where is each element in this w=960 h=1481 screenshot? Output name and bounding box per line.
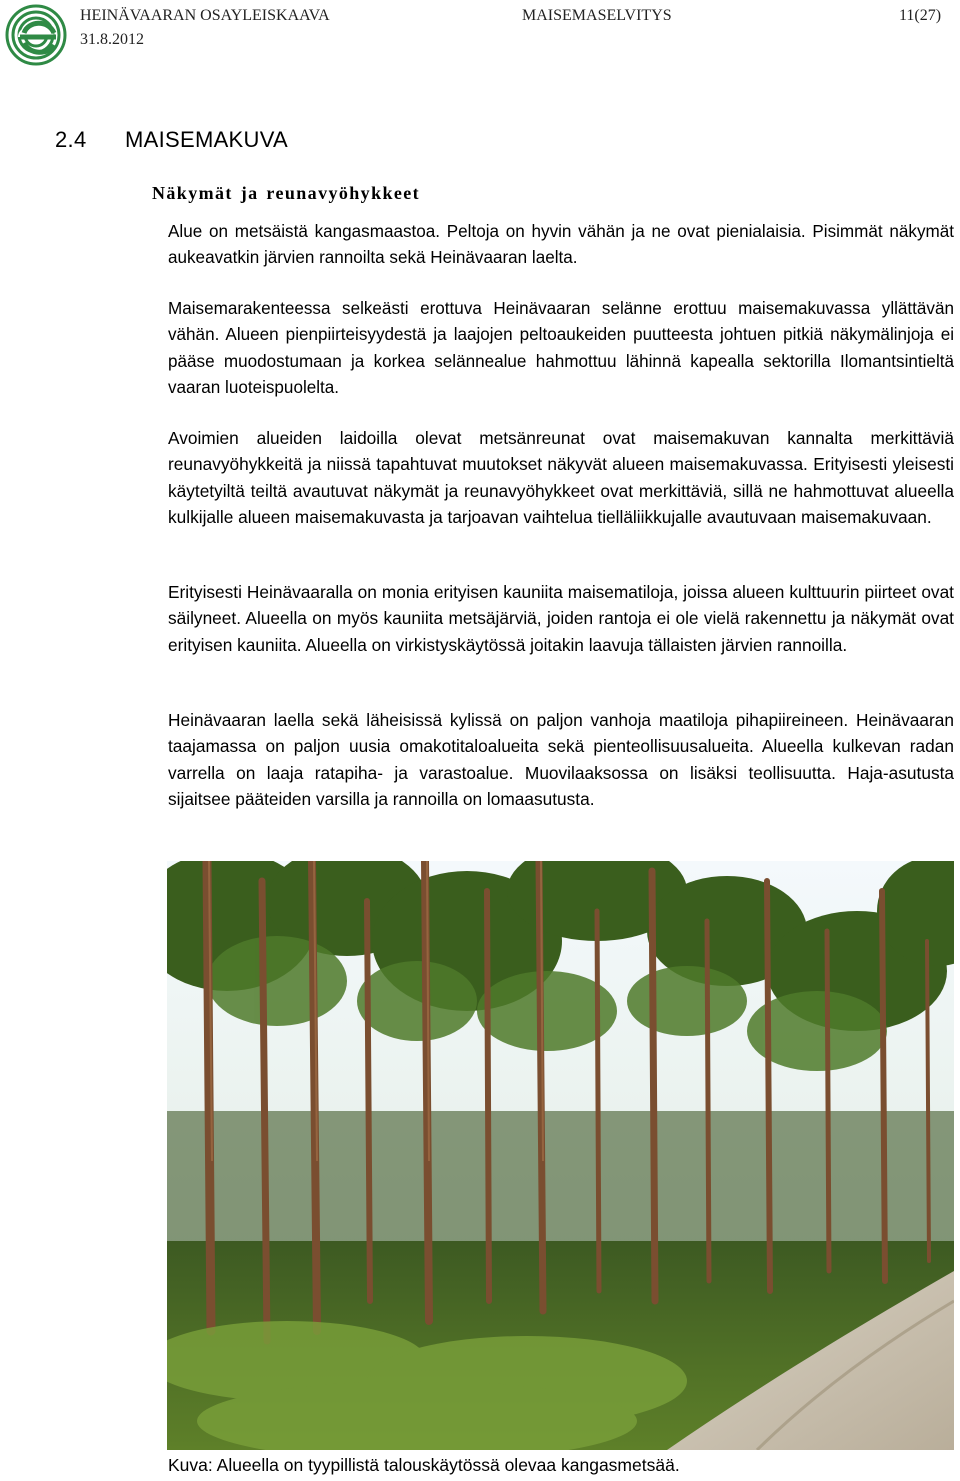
paragraph-5: Heinävaaran laella sekä läheisissä kylissä on paljon vanhoja maatiloja pihapiireineen. Heinävaaran taajamassa on paljon uusia omakotitaloalueita sekä pienteollisuusalueita. Alueella kulkevan radan varrella on laaja ratapiha- ja varastoalue. Muovilaaksossa on lisäksi teollisuutta. Haja-asutusta sijaitsee pääteiden varsilla ja rannoilla on lomaasutusta. [168, 710, 954, 809]
section-title: MAISEMAKUVA [125, 127, 289, 152]
paragraph-1: Alue on metsäistä kangasmaastoa. Peltoja on hyvin vähän ja ne ovat pienialaisia. Pisimmät näkymät aukeavatkin järvien rannoilta sekä Heinävaaran laelta. [168, 222, 954, 268]
paragraph-3: Avoimien alueiden laidoilla olevat metsänreunat ovat maisemakuvan kannalta merkittäviä reunavyöhykkeitä ja niissä tapahtuvat muutokset näkyvät alueen maisemakuvassa. Erityisesti yleisesti käytetyiltä teiltä avautuvat näkymät ja reunavyöhykkeet ovat merkittäviä, sillä ne hahmottuvat alueella kulkijalle alueen maisemakuvasta ja tarjoavan vaihtelua tielläliikkujalle avautuvaan maisemakuvaan. [168, 428, 954, 527]
paragraph-4: Erityisesti Heinävaaralla on monia erityisen kauniita maisematiloja, joissa alueen kulttuurin piirteet ovat säilyneet. Alueella on myös kauniita metsäjärviä, joiden rantoja ei ole vielä rakennettu ja näkymät ovat erityisen kauniita. Alueella on virkistyskäytössä joitakin laavuja tällaisten järvien rannoilla. [168, 582, 954, 655]
header-page-number: 11(27) [899, 7, 942, 24]
section-number: 2.4 [55, 127, 87, 152]
section-heading [55, 127, 288, 153]
paragraph-2: Maisemarakenteessa selkeästi erottuva Heinävaaran selänne erottuu maisemakuvassa yllättävän vähän. Alueen pienpiirteisyydestä ja laajojen peltoaukeiden puutteesta johtuen pitkiä näkymälinjoja ei pääse muodostumaan ja korkea selännealue hahmottuu lähinnä kapealla sektorilla Ilomantsintieltä vaaran luoteispuolelta. [168, 299, 954, 397]
subheading: Näkymät ja reunavyöhykkeet [152, 183, 421, 203]
header-title: HEINÄVAARAN OSAYLEISKAAVA [80, 7, 330, 24]
leaf-e-logo-icon [4, 3, 68, 67]
forest-photo [167, 861, 954, 1450]
photo-caption: Kuva: Alueella on tyypillistä talouskäytössä olevaa kangasmetsää. [168, 1455, 680, 1475]
header-date: 31.8.2012 [80, 31, 144, 48]
header-doc-type: MAISEMASELVITYS [522, 7, 672, 24]
